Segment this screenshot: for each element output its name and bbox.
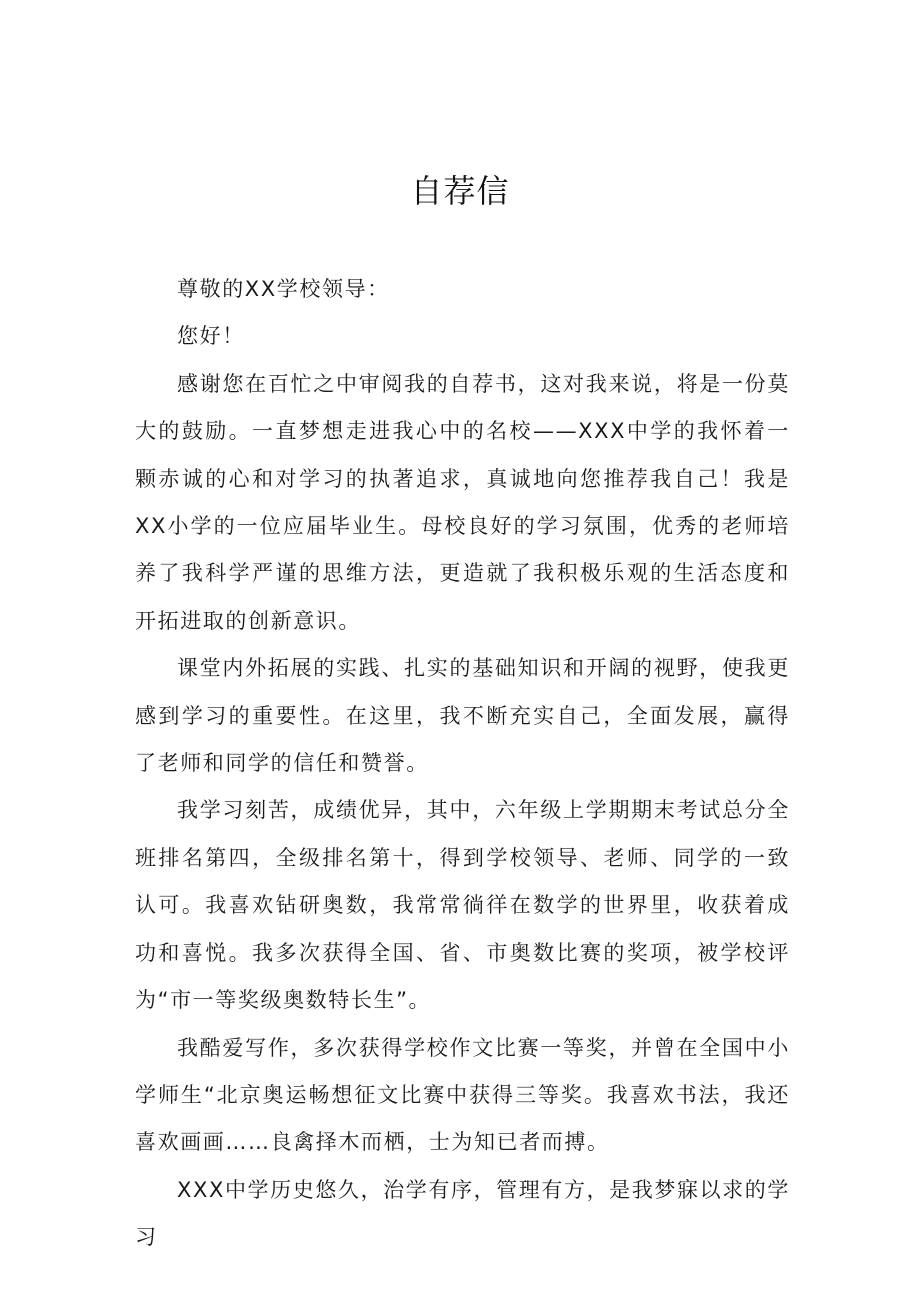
paragraph: 课堂内外拓展的实践、扎实的基础知识和开阔的视野，使我更感到学习的重要性。在这里，我不断充实自己，全面发展，赢得了老师和同学的信任和赞誉。 (135, 656, 790, 776)
document-body (135, 266, 790, 1262)
document-title: 自荐信 (410, 172, 510, 210)
paragraph: 感谢您在百忙之中审阅我的自荐书，这对我来说，将是一份莫大的鼓励。一直梦想走进我心中的名校——XXX中学的我怀着一颗赤诚的心和对学习的执著追求，真诚地向您推荐我自己！我是XX小学的一位应届毕业生。母校良好的学习氛围，优秀的老师培养了我科学严谨的思维方法，更造就了我积极乐观的生活态度和开拓进取的创新意识。 (135, 371, 790, 633)
paragraph: XXX中学历史悠久，治学有序，管理有方，是我梦寐以求的学习 (135, 1177, 790, 1250)
paragraph: 我学习刻苦，成绩优异，其中，六年级上学期期末考试总分全班排名第四，全级排名第十，得到学校领导、老师、同学的一致认可。我喜欢钻研奥数，我常常徜徉在数学的世界里，收获着成功和喜悦。我多次获得全国、省、市奥数比赛的奖项，被学校评为“市一等奖级奥数特长生”。 (135, 798, 790, 1013)
greeting: 您好！ (177, 324, 245, 349)
salutation: 尊敬的XX学校领导： (177, 277, 390, 301)
paragraph: 我酷爱写作，多次获得学校作文比赛一等奖，并曾在全国中小学师生“北京奥运畅想征文比赛中获得三等奖。我喜欢书法，我还喜欢画画……良禽择木而栖，士为知已者而搏。 (135, 1035, 790, 1155)
